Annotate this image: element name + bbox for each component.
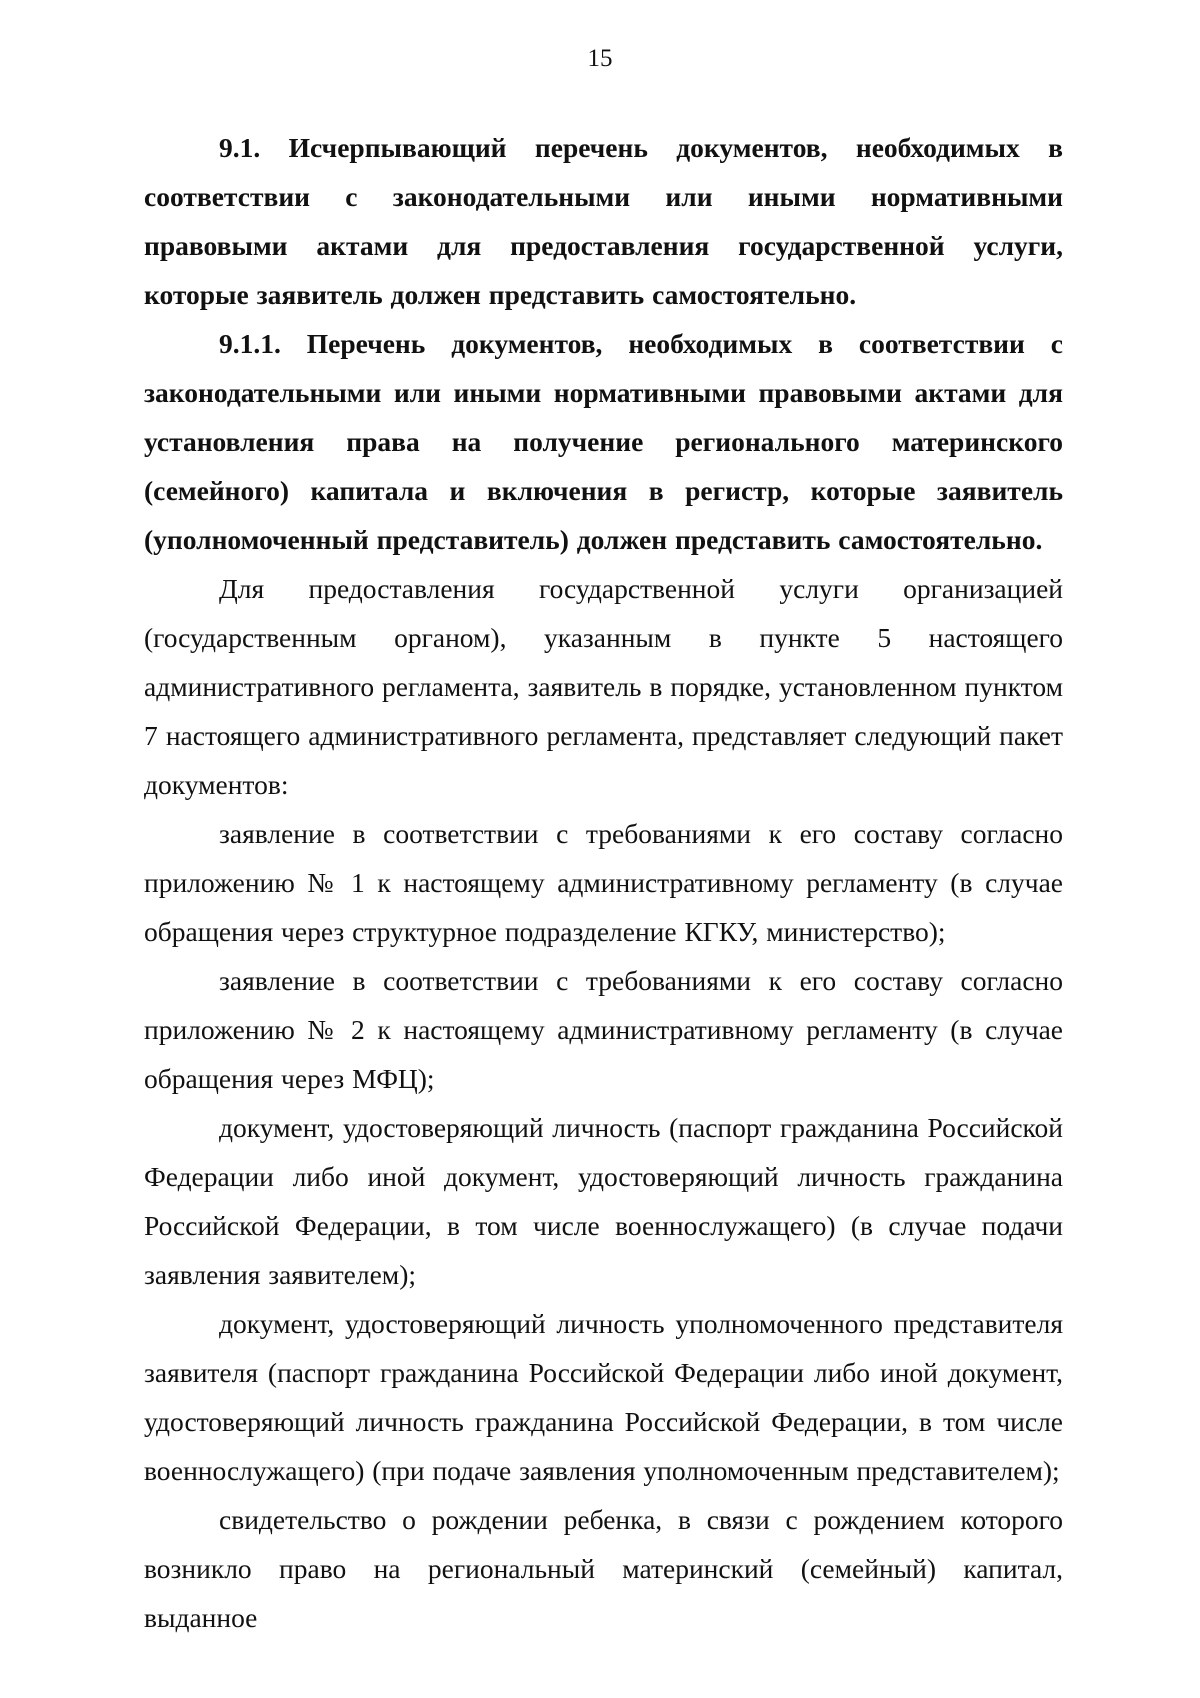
list-item-birth-certificate: свидетельство о рождении ребенка, в связи с рождением которого возникло право на региональный материнский (семейный) капитал, выданное <box>144 1504 1063 1633</box>
paragraph-intro: Для предоставления государственной услуги организацией (государственным органом), указанным в пункте 5 настоящего административного регламента, заявитель в порядке, установленном пунктом 7 настоящего административного регламента, представляет следующий пакет документов: <box>144 573 1063 800</box>
page-number: 15 <box>587 45 613 72</box>
list-item-application-2: заявление в соответствии с требованиями к его составу согласно приложению № 2 к настоящему административному регламенту (в случае обращения через МФЦ); <box>144 965 1063 1094</box>
heading-9-1: 9.1. Исчерпывающий перечень документов, необходимых в соответствии с законодательными или иными нормативными правовыми актами для предоставления государственной услуги, которые заявитель должен представить самостоятельно. <box>144 132 1063 310</box>
list-item-identity-document: документ, удостоверяющий личность (паспорт гражданина Российской Федерации либо иной документ, удостоверяющий личность гражданина Российской Федерации, в том числе военнослужащего) (в случае подачи заявления заявителем); <box>144 1112 1063 1290</box>
document-body <box>144 0 1063 1642</box>
list-item-representative-identity: документ, удостоверяющий личность уполномоченного представителя заявителя (паспорт гражданина Российской Федерации либо иной документ, удостоверяющий личность гражданина Российской Федерации, в том числе военнослужащего) (при подаче заявления уполномоченным представителем); <box>144 1308 1063 1486</box>
heading-9-1-1: 9.1.1. Перечень документов, необходимых в соответствии с законодательными или иными нормативными правовыми актами для установления права на получение регионального материнского (семейного) капитала и включения в регистр, которые заявитель (уполномоченный представитель) должен представить самостоятельно. <box>144 328 1063 555</box>
list-item-application-1: заявление в соответствии с требованиями к его составу согласно приложению № 1 к настоящему административному регламенту (в случае обращения через структурное подразделение КГКУ, министерство); <box>144 818 1063 947</box>
